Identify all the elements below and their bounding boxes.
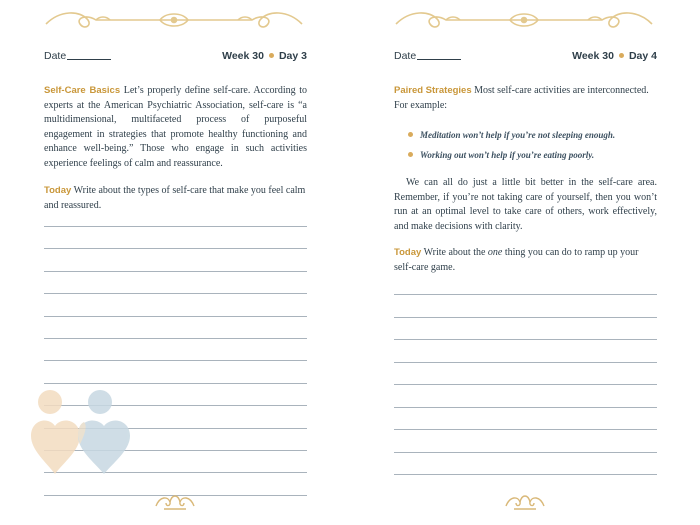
ornament-top-flourish-icon [40,6,308,34]
intro-title: Paired Strategies [394,85,472,96]
hearts-illustration-icon [28,388,138,480]
today-label: Today [44,185,72,196]
writing-line[interactable] [394,429,657,430]
writing-line[interactable] [394,474,657,475]
writing-line[interactable] [44,383,307,384]
week-label: Week 30 [222,50,264,62]
ornament-top-flourish-icon [390,6,658,34]
writing-line[interactable] [394,294,657,295]
writing-line[interactable] [394,339,657,340]
date-input-line[interactable] [67,59,111,60]
writing-line[interactable] [394,362,657,363]
week-label: Week 30 [572,50,614,62]
writing-line[interactable] [44,293,307,294]
writing-line[interactable] [44,226,307,227]
day-label: Day 4 [628,50,657,62]
today-text-emphasis: one [487,247,503,258]
intro-paragraph [394,84,657,113]
ornament-bottom-flourish-icon [502,490,548,512]
intro-paragraph [44,84,307,171]
example-bullet-list [408,128,658,168]
writing-line[interactable] [394,452,657,453]
date-input-line[interactable] [417,59,461,60]
date-label: Date [44,50,67,62]
bullet-dot-icon [269,53,274,58]
ornament-bottom-flourish-icon [152,490,198,512]
date-label: Date [394,50,417,62]
today-text-post: thing you can do to ramp up your self-care game. [394,247,639,273]
writing-line[interactable] [44,248,307,249]
intro-title: Self-Care Basics [44,85,121,96]
writing-line[interactable] [44,338,307,339]
intro-text: Let’s properly define self-care. According to experts at the American Psychiatric Association, self-care is “a multidimensional, multifaceted process of purposeful engagement in strategies that promote healthy functioning and enhance well-being.” Those who engage in such activities experience feelings of calm and reassurance. [44,85,308,169]
today-label: Today [394,247,422,258]
list-item: Meditation won’t help if you’re not sleeping enough. [408,128,658,148]
today-text-pre: Write about the [423,247,488,258]
date-week-header [394,50,657,62]
writing-line[interactable] [44,360,307,361]
body-text: We can all do just a little bit better in the self-care area. Remember, if you’re not taking care of yourself, then you won’t run at an optimal level to take care of others, work effectively, and make decisions with clarity. [394,177,657,232]
today-prompt [394,246,657,275]
day-label: Day 3 [278,50,307,62]
today-prompt [44,184,307,213]
intro-text: Most self-care activities are interconnected. For example: [394,85,649,111]
bullet-dot-icon [408,152,413,157]
writing-line[interactable] [44,316,307,317]
today-text: Write about the types of self-care that make you feel calm and reassured. [44,185,306,211]
list-item: Working out won’t help if you’re eating poorly. [408,148,658,168]
bullet-dot-icon [619,53,624,58]
body-paragraph [394,176,657,234]
writing-line[interactable] [394,407,657,408]
date-week-header [44,50,307,62]
writing-line[interactable] [394,384,657,385]
writing-line[interactable] [394,317,657,318]
bullet-dot-icon [408,132,413,137]
writing-line[interactable] [44,271,307,272]
right-page [350,0,700,525]
